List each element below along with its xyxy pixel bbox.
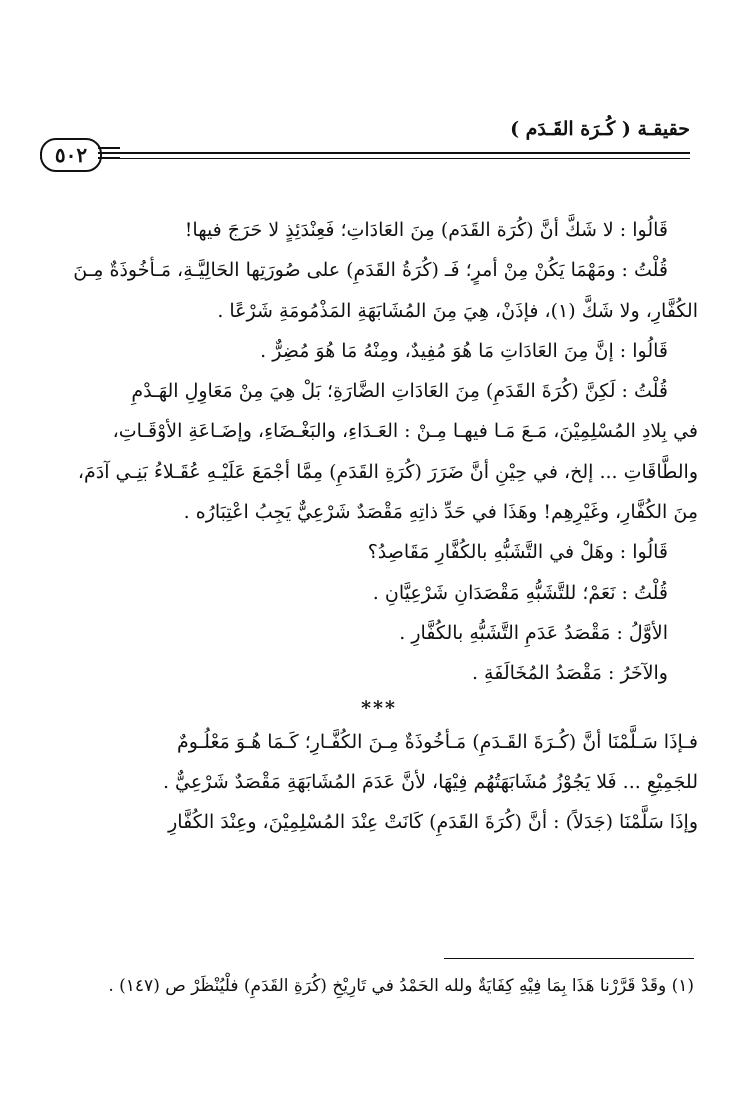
footnote-rule [444, 958, 694, 959]
header-rule-thin [40, 158, 690, 159]
header-rule [40, 152, 690, 154]
text-line: الأوَّلُ : مَقْصَدُ عَدَمِ التَّشَبُّهِ بالكُفَّارِ . [399, 621, 668, 644]
text-line: قُلْتُ : ومَهْمَا يَكُنْ مِنْ أمرٍ؛ فَـ (كُرَةُ القَدَمِ) على صُورَتِها الحَالِيَّـةِ، مَـأخُوذَةٌ مِـنَ [73, 259, 668, 282]
text-line: مِنَ الكُفَّارِ، وغَيْرِهِم! وهَذَا في حَدِّ ذاتِهِ مَقْصَدٌ شَرْعِيٌّ يَجِبُ اعْتِبَارُه . [183, 501, 698, 524]
page-number: ٥٠٢ [40, 138, 102, 172]
running-title: حقيقـة ( كُـرَة القَـدَم ) [510, 118, 690, 140]
text-line: قَالُوا : لا شَكَّ أنَّ (كُرَة القَدَم) مِنَ العَادَاتِ؛ فَعِنْدَئِذٍ لا حَرَجَ فيها! [184, 219, 668, 241]
text-line: للجَمِيْعِ ... فَلا يَجُوْزُ مُشَابَهَتُهُم فِيْهَا، لأنَّ عَدَمَ المُشَابَهَةِ مَقْصَدٌ شَرْعِيٌّ . [162, 770, 698, 793]
text-line: قُلْتُ : لَكِنَّ (كُرَةَ القَدَمِ) مِنَ العَادَاتِ الضَّارَةِ؛ بَلْ هِيَ مِنْ مَعَاوِلِ الهَـدْمِ [131, 380, 668, 403]
text-line: الكُفَّارِ، ولا شَكَّ (١)، فإذَنْ، هِيَ مِنَ المُشَابَهَةِ المَذْمُومَةِ شَرْعًا . [217, 299, 698, 322]
text-line: قُلْتُ : نَعَمْ؛ للتَّشَبُّهِ مَقْصَدَانِ شَرْعِيَّانِ . [372, 581, 668, 604]
text-line: قَالُوا : إنَّ مِنَ العَادَاتِ مَا هُوَ مُفِيدٌ، ومِنْهُ مَا هُوَ مُضِرٌّ . [260, 339, 668, 362]
text-line: وإذَا سَلَّمْنَا (جَدَلاً) : أنَّ (كُرَةَ القَدَمِ) كَانَتْ عِنْدَ المُسْلِمِيْنَ، وعِنْدَ الكُفَّارِ [168, 811, 698, 834]
page-header [40, 118, 690, 178]
text-line: في بِلادِ المُسْلِمِيْنَ، مَـعَ مَـا فيهـا مِـنْ : العَـدَاءِ، والبَغْـضَاءِ، وإضَـاعَةِ الأوْقَـاتِ، [112, 420, 698, 443]
section-separator: *** [361, 696, 397, 719]
text-line: فـإذَا سَـلَّمْنَا أنَّ (كُـرَةَ القَـدَمِ) مَـأخُوذَةٌ مِـنَ الكُفَّـارِ؛ كَـمَا هُـوَ مَعْلُـومٌ [177, 730, 698, 753]
text-line: والآخَرُ : مَقْصَدُ المُخَالَفَةِ . [471, 662, 668, 685]
footnote: (١) وقَدْ قَرَّرْنا هَذَا بِمَا فِيْهِ كِفَايَةٌ ولله الحَمْدُ في تَارِيْخِ (كُرَةِ القَدَمِ) فلْيُنْظَرْ ص (١٤٧) . [108, 976, 694, 996]
text-line: والطَّاقَاتِ ... إلخ، في حِيْنِ أنَّ ضَرَرَ (كُرَةِ القَدَمِ) مِمَّا أجْمَعَ عَلَيْـهِ عُقَـلاءُ بَنِـي آدَمَ، [77, 460, 698, 483]
page-number-arrow-icon [98, 144, 120, 162]
page-body [60, 210, 698, 842]
text-line: قَالُوا : وهَلْ في التَّشَبُّهِ بالكُفَّارِ مَقَاصِدُ؟ [367, 541, 668, 564]
